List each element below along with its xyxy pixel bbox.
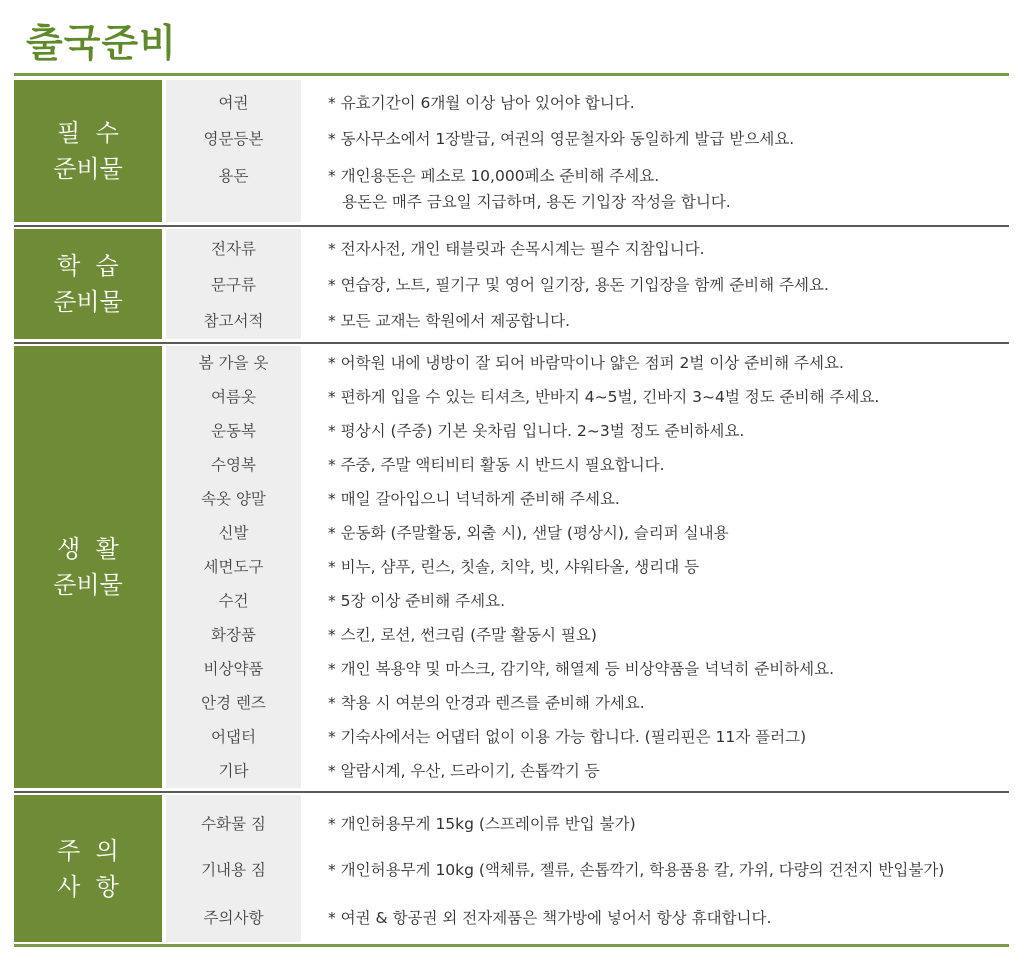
row-category: 기내용 짐	[201, 861, 266, 879]
row-description	[328, 272, 1008, 298]
row-description	[328, 126, 1008, 152]
row-category: 참고서적	[203, 312, 264, 330]
row-description	[328, 308, 1008, 334]
row-category: 전자류	[211, 240, 256, 258]
section-label-line: 학 습	[57, 252, 119, 280]
section-label	[14, 229, 162, 339]
row-category: 어댑터	[211, 728, 256, 746]
description-line: * 여권 & 항공권 외 전자제품은 책가방에 넣어서 항상 휴대합니다.	[328, 909, 772, 927]
row-description	[328, 690, 1008, 716]
row-description	[328, 520, 1008, 546]
row-category: 화장품	[211, 626, 256, 644]
row-category: 세면도구	[203, 558, 264, 576]
row-category: 수화물 짐	[201, 815, 266, 833]
row-category: 문구류	[211, 276, 256, 294]
section-label	[14, 795, 162, 942]
row-description	[328, 857, 1008, 883]
row-category: 속옷 양말	[201, 490, 266, 508]
section-label	[14, 346, 162, 788]
row-description	[328, 905, 1008, 931]
row-description	[328, 656, 1008, 682]
section-divider	[14, 225, 1009, 227]
row-description	[328, 588, 1008, 614]
description-line: 용돈은 매주 금요일 지급하며, 용돈 기입장 작성을 합니다.	[342, 193, 731, 211]
description-line: * 모든 교재는 학원에서 제공합니다.	[328, 312, 571, 330]
description-line: * 전자사전, 개인 태블릿과 손목시계는 필수 지참입니다.	[328, 240, 705, 258]
row-category: 수영복	[211, 456, 256, 474]
section	[14, 229, 1009, 339]
row-description	[328, 384, 1008, 410]
row-description	[328, 724, 1008, 750]
description-line: * 평상시 (주중) 기본 옷차림 입니다. 2~3벌 정도 준비하세요.	[328, 422, 745, 440]
row-description	[328, 90, 1008, 116]
description-line: * 알람시계, 우산, 드라이기, 손톱깍기 등	[328, 762, 600, 780]
row-description	[328, 758, 1008, 784]
row-category: 신발	[218, 524, 249, 542]
top-divider	[14, 73, 1009, 76]
section-divider	[14, 342, 1009, 344]
row-description	[328, 350, 1008, 376]
section-label-line: 준비물	[53, 288, 123, 316]
row-description	[328, 236, 1008, 262]
description-line: * 유효기간이 6개월 이상 남아 있어야 합니다.	[328, 94, 635, 112]
section	[14, 346, 1009, 788]
section-divider	[14, 791, 1009, 793]
description-line: * 비누, 샴푸, 린스, 칫솔, 치약, 빗, 샤워타올, 생리대 등	[328, 558, 700, 576]
description-line: * 매일 갈아입으니 넉넉하게 준비해 주세요.	[328, 490, 620, 508]
description-line: * 스킨, 로션, 썬크림 (주말 활동시 필요)	[328, 626, 597, 644]
row-category: 안경 렌즈	[201, 694, 266, 712]
row-category: 여권	[218, 94, 249, 112]
section	[14, 80, 1009, 222]
row-description	[328, 452, 1008, 478]
description-line: * 개인허용무게 10kg (액체류, 젤류, 손톱깍기, 학용품용 칼, 가위, 다량의 건전지 반입불가)	[328, 861, 945, 879]
row-category: 운동복	[211, 422, 256, 440]
description-line: * 어학원 내에 냉방이 잘 되어 바람막이나 얇은 점퍼 2벌 이상 준비해 주세요.	[328, 354, 844, 372]
row-description	[328, 486, 1008, 512]
description-line: * 기숙사에서는 어댑터 없이 이용 가능 합니다. (필리핀은 11자 플러그)	[328, 728, 807, 746]
row-description	[328, 622, 1008, 648]
row-description	[328, 811, 1008, 837]
row-category: 봄 가을 옷	[198, 354, 269, 372]
row-category: 비상약품	[203, 660, 264, 678]
description-line: * 5장 이상 준비해 주세요.	[328, 592, 506, 610]
row-category: 영문등본	[203, 130, 264, 148]
section	[14, 795, 1009, 942]
description-line: * 주중, 주말 액티비티 활동 시 반드시 필요합니다.	[328, 456, 665, 474]
description-line: * 동사무소에서 1장발급, 여권의 영문철자와 동일하게 발급 받으세요.	[328, 130, 795, 148]
row-description	[328, 554, 1008, 580]
row-category: 용돈	[218, 167, 249, 185]
row-description	[328, 163, 1008, 215]
section-label	[14, 80, 162, 222]
row-category: 수건	[218, 592, 249, 610]
section-label-line: 생 활	[57, 535, 119, 563]
description-line: * 편하게 입을 수 있는 티셔츠, 반바지 4~5벌, 긴바지 3~4벌 정도 준비해 주세요.	[328, 388, 880, 406]
row-category: 주의사항	[203, 909, 264, 927]
row-category: 기타	[218, 762, 249, 780]
section-label-line: 준비물	[53, 571, 123, 599]
description-line: * 개인 복용약 및 마스크, 감기약, 해열제 등 비상약품을 넉넉히 준비하세요.	[328, 660, 835, 678]
description-line: * 연습장, 노트, 필기구 및 영어 일기장, 용돈 기입장을 함께 준비해 주세요.	[328, 276, 829, 294]
section-label-line: 주 의	[57, 836, 119, 865]
page-title: 출국준비	[26, 21, 177, 65]
description-line: * 개인허용무게 15kg (스프레이류 반입 불가)	[328, 815, 636, 833]
row-category: 여름옷	[211, 388, 256, 406]
description-line: * 운동화 (주말활동, 외출 시), 샌달 (평상시), 슬리퍼 실내용	[328, 524, 729, 542]
section-label-line: 사 항	[57, 872, 119, 901]
section-label-line: 필 수	[57, 119, 119, 147]
bottom-divider	[14, 944, 1009, 947]
description-line: * 개인용돈은 페소로 10,000페소 준비해 주세요.	[328, 167, 660, 185]
row-description	[328, 418, 1008, 444]
section-label-line: 준비물	[53, 155, 123, 183]
description-line: * 착용 시 여분의 안경과 렌즈를 준비해 가세요.	[328, 694, 645, 712]
